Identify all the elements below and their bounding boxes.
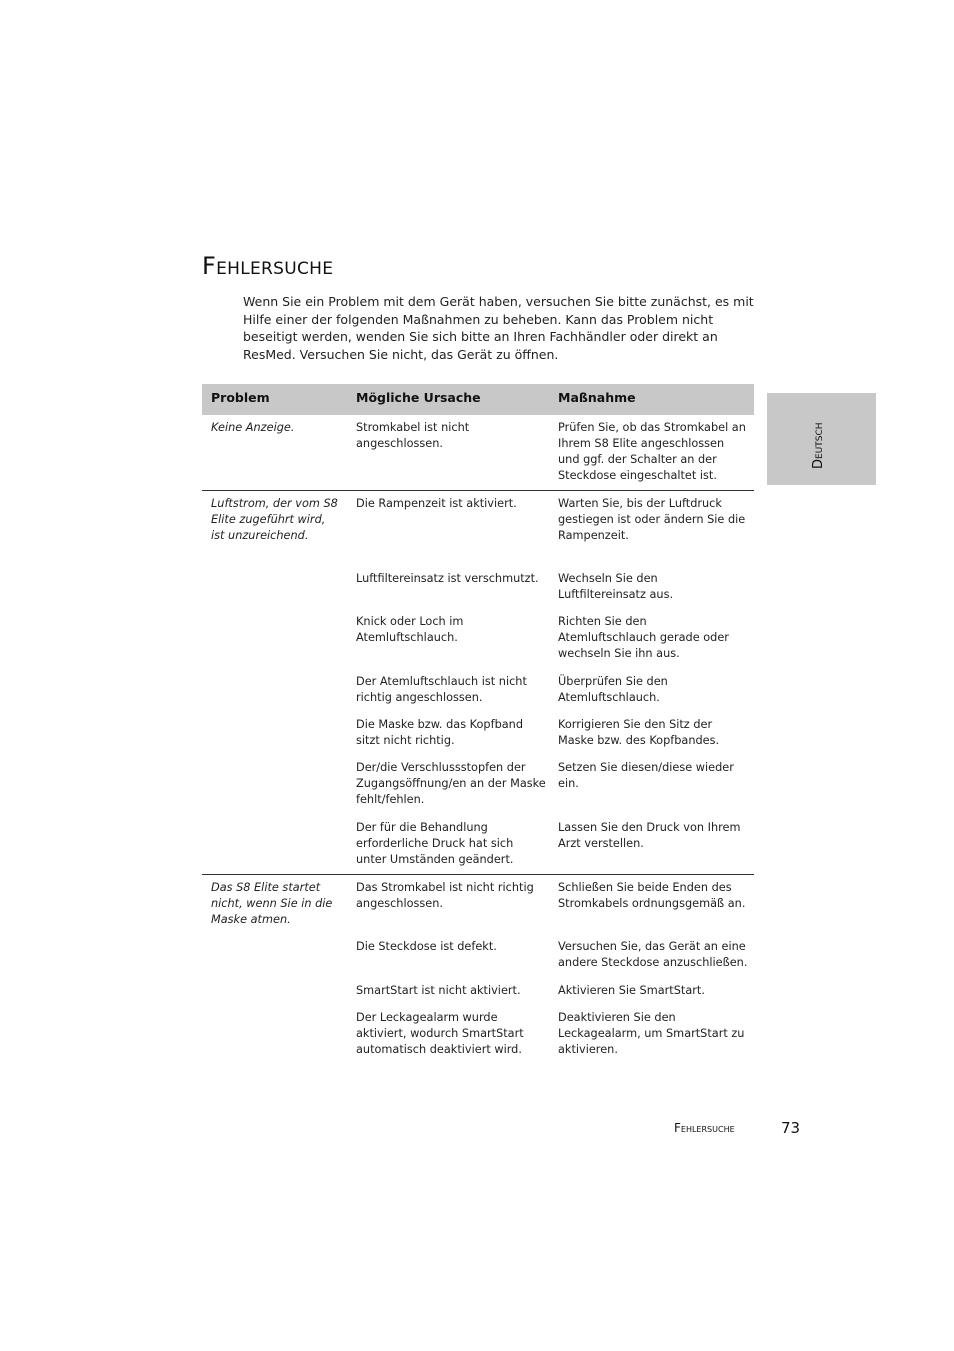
table-header [202, 384, 754, 415]
problem-text: Keine Anzeige. [211, 421, 295, 434]
action-text: Lassen Sie den Druck von Ihrem Arzt verstellen. [558, 821, 741, 850]
side-tab-label: Deutsch [811, 422, 826, 469]
problem-text: Das S8 Elite startet nicht, wenn Sie in die Maske atmen. [211, 881, 333, 926]
cause-text: Die Rampenzeit ist aktiviert. [356, 497, 517, 510]
problem-group-no-start [202, 875, 754, 1065]
action-text: Warten Sie, bis der Luftdruck gestiegen ist oder ändern Sie die Rampenzeit. [558, 497, 746, 542]
action-text: Überprüfen Sie den Atemluftschlauch. [558, 675, 668, 704]
action-text: Schließen Sie beide Enden des Stromkabels ordnungsgemäß an. [558, 881, 746, 910]
action-text: Wechseln Sie den Luftfiltereinsatz aus. [558, 572, 674, 601]
problem-group-no-display [202, 415, 754, 491]
cause-text: Der Leckagealarm wurde aktiviert, wodurch SmartStart automatisch deaktiviert wird. [356, 1011, 524, 1056]
header-cause: Mögliche Ursache [356, 390, 481, 405]
intro-paragraph: Wenn Sie ein Problem mit dem Gerät haben, versuchen Sie bitte zunächst, es mit Hilfe einer der folgenden Maßnahmen zu beheben. Kann das Problem nicht beseitigt werden, wenden Sie sich bitte an Ihren Fachhändler oder direkt an ResMed. Versuchen Sie nicht, das Gerät zu öffnen. [243, 294, 754, 363]
cause-text: Knick oder Loch im Atemluftschlauch. [356, 615, 464, 644]
page-title: Fehlersuche [202, 252, 334, 280]
cause-text: Luftfiltereinsatz ist verschmutzt. [356, 572, 539, 585]
problem-group-airflow [202, 491, 754, 875]
cause-text: Der für die Behandlung erforderliche Druck hat sich unter Umständen geändert. [356, 821, 514, 866]
cause-text: Stromkabel ist nicht angeschlossen. [356, 421, 470, 450]
cause-text: Der Atemluftschlauch ist nicht richtig angeschlossen. [356, 675, 527, 704]
cause-text: Die Maske bzw. das Kopfband sitzt nicht richtig. [356, 718, 523, 747]
action-text: Setzen Sie diesen/diese wieder ein. [558, 761, 734, 790]
footer-section-label: Fehlersuche [674, 1121, 735, 1135]
cause-text: SmartStart ist nicht aktiviert. [356, 984, 521, 997]
action-text: Deaktivieren Sie den Leckagealarm, um SmartStart zu aktivieren. [558, 1011, 745, 1056]
page-number: 73 [781, 1119, 801, 1137]
action-text: Richten Sie den Atemluftschlauch gerade oder wechseln Sie ihn aus. [558, 615, 729, 660]
action-text: Prüfen Sie, ob das Stromkabel an Ihrem S8 Elite angeschlossen und ggf. der Schalter an der Steckdose eingeschaltet ist. [558, 421, 746, 482]
cause-text: Der/die Verschlussstopfen der Zugangsöffnung/en an der Maske fehlt/fehlen. [356, 761, 546, 806]
action-text: Aktivieren Sie SmartStart. [558, 984, 705, 997]
problem-text: Luftstrom, der vom S8 Elite zugeführt wird, ist unzureichend. [211, 497, 338, 542]
troubleshooting-table [202, 384, 754, 1065]
action-text: Korrigieren Sie den Sitz der Maske bzw. des Kopfbandes. [558, 718, 720, 747]
language-side-tab [767, 393, 876, 485]
cause-text: Das Stromkabel ist nicht richtig angeschlossen. [356, 881, 534, 910]
header-problem: Problem [211, 390, 270, 405]
action-text: Versuchen Sie, das Gerät an eine andere Steckdose anzuschließen. [558, 940, 748, 969]
cause-text: Die Steckdose ist defekt. [356, 940, 497, 953]
header-action: Maßnahme [558, 390, 636, 405]
